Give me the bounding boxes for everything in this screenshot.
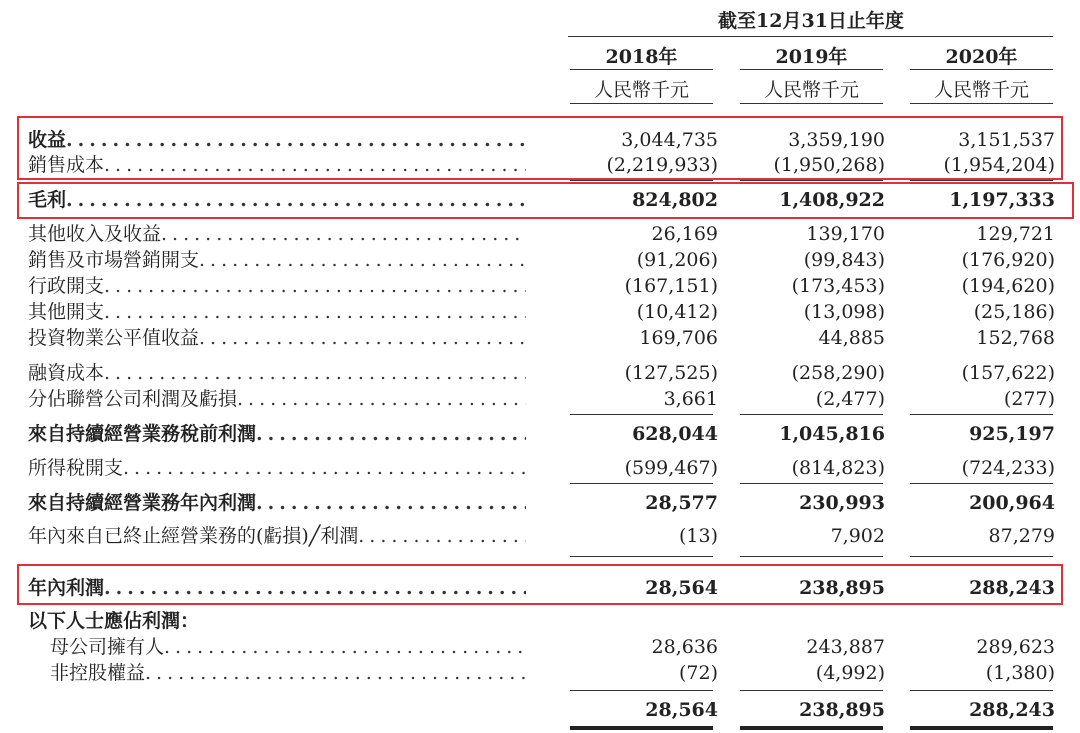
cell-2018: (167,151) (624, 275, 718, 297)
row-label: 以下人士應佔利潤： (28, 610, 200, 632)
cell-2020: 288,243 (969, 577, 1055, 599)
subtotal-rule (740, 690, 883, 691)
row-label: 年內來自已終止經營業務的(虧損)╱利潤 ..... (28, 523, 526, 549)
subtotal-rule (570, 483, 713, 484)
cell-2018: 28,564 (645, 699, 718, 721)
table-row-finance-costs (0, 360, 1080, 386)
header-rule (568, 36, 1053, 37)
table-row-share-of-associates (0, 386, 1080, 412)
column-unit-2019: 人民幣千元 (763, 79, 859, 101)
row-label: 毛利 ..... (28, 187, 526, 213)
table-row-other-income (0, 221, 1080, 247)
cell-2019: 243,887 (806, 636, 885, 658)
table-row-profit-continuing (0, 490, 1080, 516)
cell-2018: 3,044,735 (621, 129, 718, 151)
cell-2020: 87,279 (988, 525, 1055, 547)
column-unit-rule-2018 (570, 103, 713, 104)
row-label: 所得稅開支 ..... (28, 455, 526, 481)
cell-2019: (13,098) (803, 301, 885, 323)
cell-2018: 26,169 (651, 223, 718, 245)
cell-2019: (814,823) (791, 457, 885, 479)
cell-2020: 1,197,333 (949, 189, 1055, 211)
table-row-income-tax (0, 455, 1080, 481)
cell-2018: 28,636 (651, 636, 718, 658)
total-double-rule (740, 726, 883, 730)
subtotal-rule (910, 180, 1053, 181)
column-rule-2020 (910, 69, 1053, 70)
column-unit-2018: 人民幣千元 (593, 79, 689, 101)
row-label: 分佔聯營公司利潤及虧損 ..... (28, 386, 526, 412)
table-row-attributable-heading (0, 608, 1080, 634)
row-label: 行政開支 ..... (28, 273, 526, 299)
row-label: 其他開支 ..... (28, 299, 526, 325)
cell-2019: (173,453) (791, 275, 885, 297)
row-label: 銷售成本 ..... (28, 152, 526, 178)
cell-2018: (10,412) (636, 301, 718, 323)
total-double-rule (910, 726, 1053, 730)
cell-2020: (176,920) (961, 249, 1055, 271)
cell-2018: 824,802 (632, 189, 718, 211)
cell-2018: 169,706 (639, 327, 718, 349)
row-label: 收益 ..... (28, 127, 526, 153)
cell-2018: 28,564 (645, 577, 718, 599)
column-year-2018: 2018年 (605, 46, 678, 68)
period-header: 截至12月31日止年度 (718, 10, 904, 32)
total-double-rule (570, 726, 713, 730)
cell-2018: (13) (678, 525, 718, 547)
table-row-profit-before-tax (0, 421, 1080, 447)
row-label: 來自持續經營業務稅前利潤 ..... (28, 421, 526, 447)
row-label: 母公司擁有人 ..... (50, 634, 526, 660)
subtotal-rule (570, 556, 713, 557)
cell-2020: 129,721 (976, 223, 1055, 245)
column-year-2020: 2020年 (945, 46, 1018, 68)
table-row-owners-of-parent (0, 634, 1080, 660)
row-label: 年內利潤 ..... (28, 575, 526, 601)
cell-2019: (99,843) (803, 249, 885, 271)
subtotal-rule (570, 690, 713, 691)
row-label: 其他收入及收益 ..... (28, 221, 526, 247)
table-row-admin-expenses (0, 273, 1080, 299)
cell-2020: 200,964 (969, 492, 1055, 514)
subtotal-rule (740, 556, 883, 557)
cell-2020: (277) (1003, 388, 1055, 410)
cell-2018: 3,661 (663, 388, 718, 410)
table-row-discontinued-operations (0, 523, 1080, 549)
column-unit-rule-2019 (740, 103, 883, 104)
row-label: 來自持續經營業務年內利潤 ..... (28, 490, 526, 516)
cell-2020: 289,623 (976, 636, 1055, 658)
row-label: 融資成本 ..... (28, 360, 526, 386)
cell-2020: 3,151,537 (958, 129, 1055, 151)
cell-2019: 1,045,816 (779, 423, 885, 445)
cell-2020: (25,186) (973, 301, 1055, 323)
table-row-attributable-total (0, 697, 1080, 723)
cell-2019: 238,895 (799, 699, 885, 721)
cell-2020: 288,243 (969, 699, 1055, 721)
table-row-selling-expenses (0, 247, 1080, 273)
column-unit-rule-2020 (910, 103, 1053, 104)
cell-2019: (258,290) (791, 362, 885, 384)
highlight-box-gross-profit (17, 182, 1074, 219)
cell-2019: (4,992) (815, 662, 885, 684)
cell-2018: 628,044 (632, 423, 718, 445)
cell-2019: 139,170 (806, 223, 885, 245)
cell-2019: (2,477) (815, 388, 885, 410)
subtotal-rule (910, 414, 1053, 415)
cell-2018: (599,467) (624, 457, 718, 479)
row-label: 銷售及市場營銷開支 ..... (28, 247, 526, 273)
subtotal-rule (910, 690, 1053, 691)
cell-2020: (157,622) (961, 362, 1055, 384)
column-rule-2018 (570, 69, 713, 70)
cell-2020: (724,233) (961, 457, 1055, 479)
cell-2019: 1,408,922 (779, 189, 885, 211)
cell-2019: 3,359,190 (788, 129, 885, 151)
row-label: 非控股權益 ..... (50, 660, 526, 686)
subtotal-rule (570, 180, 713, 181)
subtotal-rule (740, 180, 883, 181)
column-year-2019: 2019年 (775, 46, 848, 68)
cell-2018: (91,206) (636, 249, 718, 271)
subtotal-rule (910, 556, 1053, 557)
table-row-other-expenses (0, 299, 1080, 325)
cell-2018: (127,525) (624, 362, 718, 384)
cell-2020: (194,620) (961, 275, 1055, 297)
subtotal-rule (740, 483, 883, 484)
table-row-non-controlling (0, 660, 1080, 686)
table-row-fair-value-gains (0, 325, 1080, 351)
cell-2018: (72) (678, 662, 718, 684)
cell-2019: 230,993 (799, 492, 885, 514)
cell-2019: (1,950,268) (773, 154, 885, 176)
cell-2018: 28,577 (645, 492, 718, 514)
cell-2019: 238,895 (799, 577, 885, 599)
subtotal-rule (910, 483, 1053, 484)
cell-2019: 44,885 (818, 327, 885, 349)
cell-2018: (2,219,933) (606, 154, 718, 176)
highlight-box-profit-for-year (17, 564, 1063, 605)
row-label: 投資物業公平值收益 ..... (28, 325, 526, 351)
highlight-box-revenue (17, 116, 1063, 180)
cell-2020: 152,768 (976, 327, 1055, 349)
cell-2020: 925,197 (969, 423, 1055, 445)
subtotal-rule (570, 414, 713, 415)
cell-2019: 7,902 (830, 525, 885, 547)
column-rule-2019 (740, 69, 883, 70)
column-unit-2020: 人民幣千元 (933, 79, 1029, 101)
subtotal-rule (740, 414, 883, 415)
cell-2020: (1,380) (985, 662, 1055, 684)
cell-2020: (1,954,204) (943, 154, 1055, 176)
